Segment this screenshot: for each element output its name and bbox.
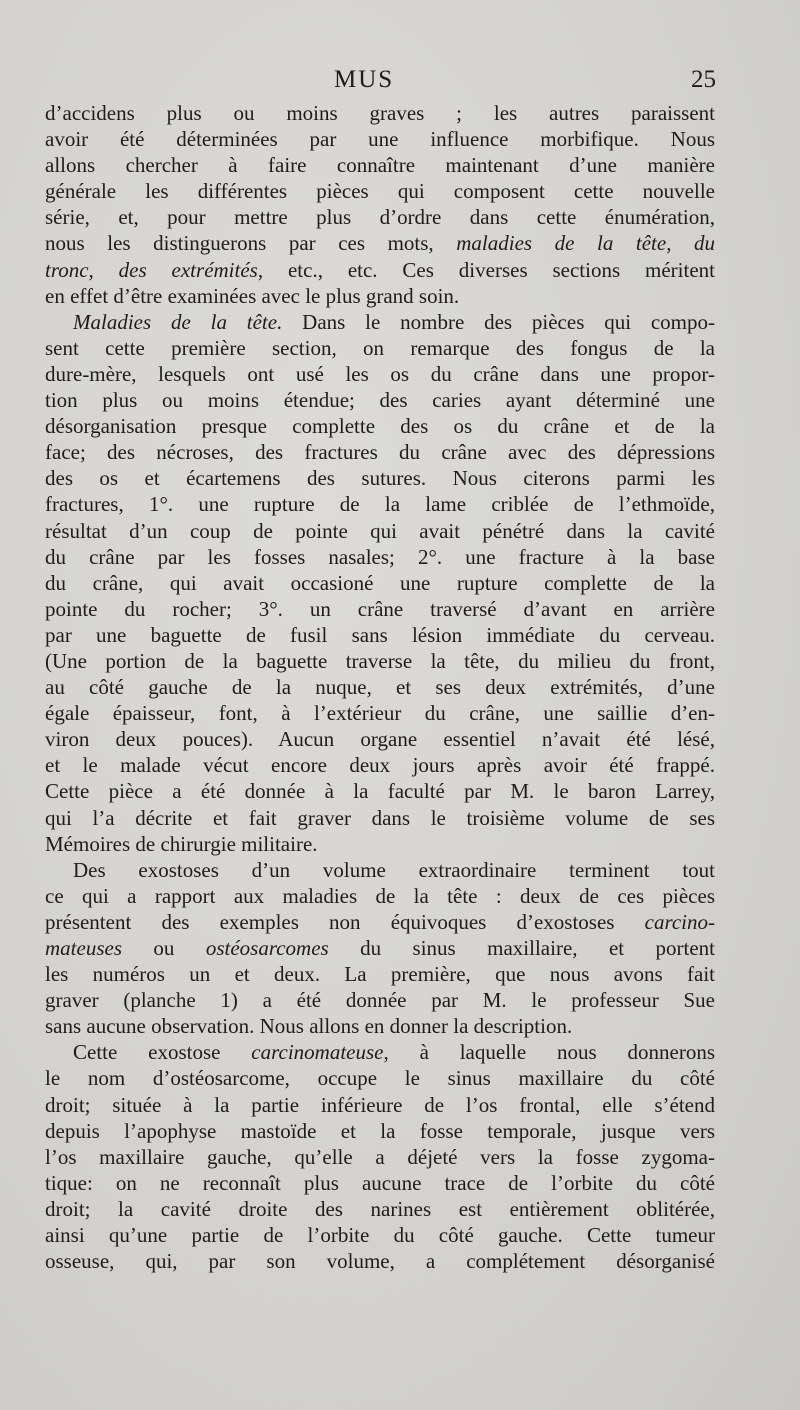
text-line: des os et écartemens des sutures. Nous citerons parmi les — [45, 466, 715, 491]
text-line: graver (planche 1) a été donnée par M. le professeur Sue — [45, 988, 715, 1013]
text-line: sans aucune observation. Nous allons en donner la description. — [45, 1014, 573, 1039]
text-line: tique: on ne reconnaît plus aucune trace de l’orbite du côté — [45, 1170, 715, 1195]
text-line: du crâne par les fosses nasales; 2°. une fracture à la base — [45, 544, 715, 569]
text-line: viron deux pouces). Aucun organe essentiel n’avait été lésé, — [45, 727, 715, 752]
text-line: générale les différentes pièces qui composent cette nouvelle — [45, 179, 715, 204]
text-line: Mémoires de chirurgie militaire. — [45, 831, 318, 856]
text-line: désorganisation presque complette des os du crâne et de la — [45, 414, 715, 439]
text-line: tronc, des extrémités, etc., etc. Ces diverses sections méritent — [45, 257, 715, 282]
body-text — [45, 100, 715, 1274]
text-line: fractures, 1°. une rupture de la lame criblée de l’ethmoïde, — [45, 492, 715, 517]
text-line: mateuses ou ostéosarcomes du sinus maxillaire, et portent — [45, 936, 716, 960]
text-line: (Une portion de la baguette traverse la tête, du milieu du front, — [45, 648, 715, 673]
text-line: série, et, pour mettre plus d’ordre dans cette énumération, — [45, 205, 715, 230]
text-line: nous les distinguerons par ces mots, maladies de la tête, du — [45, 231, 716, 256]
text-line: Cette exostose carcinomateuse, à laquelle nous donnerons — [73, 1040, 715, 1065]
text-line: ce qui a rapport aux maladies de la tête : deux de ces pièces — [45, 883, 715, 908]
text-line: et le malade vécut encore deux jours après avoir été frappé. — [45, 753, 715, 778]
text-line: d’accidens plus ou moins graves ; les autres paraissent — [45, 101, 715, 125]
text-line: Cette pièce a été donnée à la faculté par M. le baron Larrey, — [45, 779, 715, 804]
text-line: avoir été déterminées par une influence morbifique. Nous — [45, 127, 715, 152]
text-line: Maladies de la tête. Dans le nombre des pièces qui compo- — [73, 309, 715, 334]
page-header — [44, 66, 716, 100]
text-line: droit; située à la partie inférieure de l’os frontal, elle s’étend — [45, 1092, 715, 1117]
text-line: égale épaisseur, font, à l’extérieur du crâne, une saillie d’en- — [45, 701, 715, 726]
page-number: 25 — [691, 66, 716, 93]
text-line: depuis l’apophyse mastoïde et la fosse temporale, jusque vers — [45, 1118, 715, 1143]
section-heading: Maladies de la tête. — [73, 309, 283, 334]
text-line: Des exostoses d’un volume extraordinaire terminent tout — [73, 857, 715, 882]
text-line: le nom d’ostéosarcome, occupe le sinus maxillaire du côté — [45, 1066, 715, 1091]
text-line: allons chercher à faire connaître maintenant d’une manière — [45, 153, 715, 178]
text-line: droit; la cavité droite des narines est entièrement oblitérée, — [45, 1196, 715, 1221]
text-line: du crâne, qui avait occasioné une rupture complette de la — [45, 570, 715, 595]
text-line: l’os maxillaire gauche, qu’elle a déjeté vers la fosse zygoma- — [45, 1144, 715, 1169]
text-line: en effet d’être examinées avec le plus grand soin. — [45, 283, 460, 308]
text-line: au côté gauche de la nuque, et ses deux extrémités, d’une — [45, 675, 715, 700]
text-line: par une baguette de fusil sans lésion immédiate du cerveau. — [45, 622, 715, 647]
running-head: MUS — [334, 66, 395, 93]
text-line: les numéros un et deux. La première, que nous avons fait — [45, 962, 715, 987]
text-line: face; des nécroses, des fractures du crâne avec des dépressions — [45, 440, 715, 465]
text-line: pointe du rocher; 3°. un crâne traversé d’avant en arrière — [45, 596, 715, 621]
text-line: qui l’a décrite et fait graver dans le troisième volume de ses — [45, 805, 715, 830]
text-line: résultat d’un coup de pointe qui avait pénétré dans la cavité — [45, 518, 715, 543]
text-line: osseuse, qui, par son volume, a complétement désorganisé — [45, 1249, 715, 1274]
text-line: dure-mère, lesquels ont usé les os du crâne dans une propor- — [45, 361, 715, 386]
text-line: ainsi qu’une partie de l’orbite du côté gauche. Cette tumeur — [45, 1223, 715, 1248]
text-line: présentent des exemples non équivoques d’exostoses carcino- — [45, 909, 715, 934]
text-line: sent cette première section, on remarque des fongus de la — [45, 335, 715, 360]
text-line: tion plus ou moins étendue; des caries ayant déterminé une — [45, 388, 715, 413]
